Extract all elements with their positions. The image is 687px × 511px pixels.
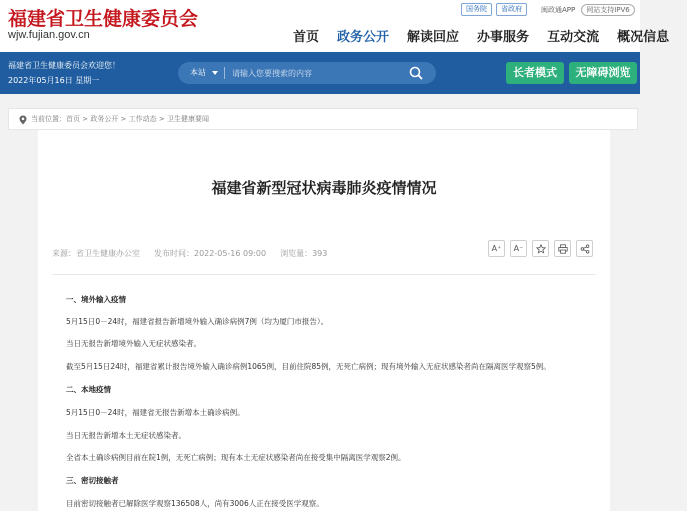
site-header <box>0 0 670 52</box>
ipv6-badge: 网站支持IPV6 <box>581 4 635 16</box>
top-link-state-council[interactable]: 国务院 <box>461 3 492 16</box>
location-pin-icon <box>19 110 27 129</box>
print-icon <box>558 244 568 254</box>
date-text: 2022年05月16日 星期一 <box>8 76 100 85</box>
main-nav <box>293 26 687 45</box>
search-scope-select[interactable]: 本站 <box>190 68 206 77</box>
nav-item-home[interactable]: 首页 <box>293 30 320 45</box>
top-links <box>461 3 635 16</box>
article-card <box>38 130 610 511</box>
print-button[interactable] <box>554 240 571 257</box>
site-title[interactable]: 福建省卫生健康委员会 <box>8 8 199 30</box>
article-tools <box>488 240 598 257</box>
article-views: 浏览量：393 <box>280 249 328 258</box>
accessible-browse-button[interactable]: 无障碍浏览 <box>569 62 637 84</box>
elder-mode-button[interactable]: 长者模式 <box>506 62 564 84</box>
meta-divider <box>52 274 596 275</box>
article-paragraph: 当日无报告新增本土无症状感染者。 <box>66 431 186 440</box>
section-heading: 三、密切接触者 <box>66 476 119 485</box>
top-link-provincial-gov[interactable]: 省政府 <box>496 3 527 16</box>
article-paragraph: 5月15日0－24时，福建省无报告新增本土确诊病例。 <box>66 408 245 417</box>
article-paragraph: 当日无报告新增境外输入无症状感染者。 <box>66 339 201 348</box>
font-increase-button[interactable]: A⁺ <box>488 240 505 257</box>
favorite-button[interactable] <box>532 240 549 257</box>
banner-bar <box>0 52 640 94</box>
section-heading: 二、本地疫情 <box>66 385 111 394</box>
share-icon <box>580 244 590 254</box>
article-title: 福建省新型冠状病毒肺炎疫情情况 <box>211 179 437 197</box>
article-meta <box>52 248 341 259</box>
nav-item-services[interactable]: 办事服务 <box>477 30 530 45</box>
section-heading: 一、境外输入疫情 <box>66 295 126 304</box>
article-paragraph: 5月15日0－24时，福建省报告新增境外输入确诊病例7例（均为厦门市报告）。 <box>66 317 329 326</box>
breadcrumb <box>8 108 638 130</box>
star-icon <box>536 244 546 254</box>
search-icon[interactable] <box>408 65 424 81</box>
article-published: 发布时间：2022-05-16 09:00 <box>154 249 267 258</box>
font-decrease-button[interactable]: A⁻ <box>510 240 527 257</box>
nav-item-interaction[interactable]: 互动交流 <box>547 30 600 45</box>
app-link[interactable]: 闽政通APP <box>541 5 576 14</box>
article-paragraph: 目前密切接触者已解除医学观察136508人，尚有3006人正在接受医学观察。 <box>66 499 324 508</box>
search-input[interactable] <box>232 66 402 80</box>
chevron-down-icon <box>212 71 218 75</box>
article-paragraph: 全省本土确诊病例目前在院1例，无死亡病例；现有本土无症状感染者尚在接受集中隔离医学观察2例。 <box>66 453 406 462</box>
nav-item-overview[interactable]: 概况信息 <box>617 30 670 45</box>
breadcrumb-path[interactable]: 当前位置：首页 > 政务公开 > 工作动态 > 卫生健康要闻 <box>31 115 209 123</box>
search-box <box>178 62 436 84</box>
search-divider <box>224 67 225 79</box>
article-source: 来源：省卫生健康办公室 <box>52 249 140 258</box>
article-paragraph: 截至5月15日24时，福建省累计报告境外输入确诊病例1065例，目前住院85例，无死亡病例；现有境外输入无症状感染者尚在隔离医学观察5例。 <box>66 362 551 371</box>
nav-item-gov-affairs[interactable]: 政务公开 <box>337 30 390 45</box>
share-button[interactable] <box>576 240 593 257</box>
site-url: wjw.fujian.gov.cn <box>8 29 90 41</box>
nav-item-interpretation[interactable]: 解读回应 <box>407 30 460 45</box>
welcome-text: 福建省卫生健康委员会欢迎您！ <box>8 61 120 70</box>
